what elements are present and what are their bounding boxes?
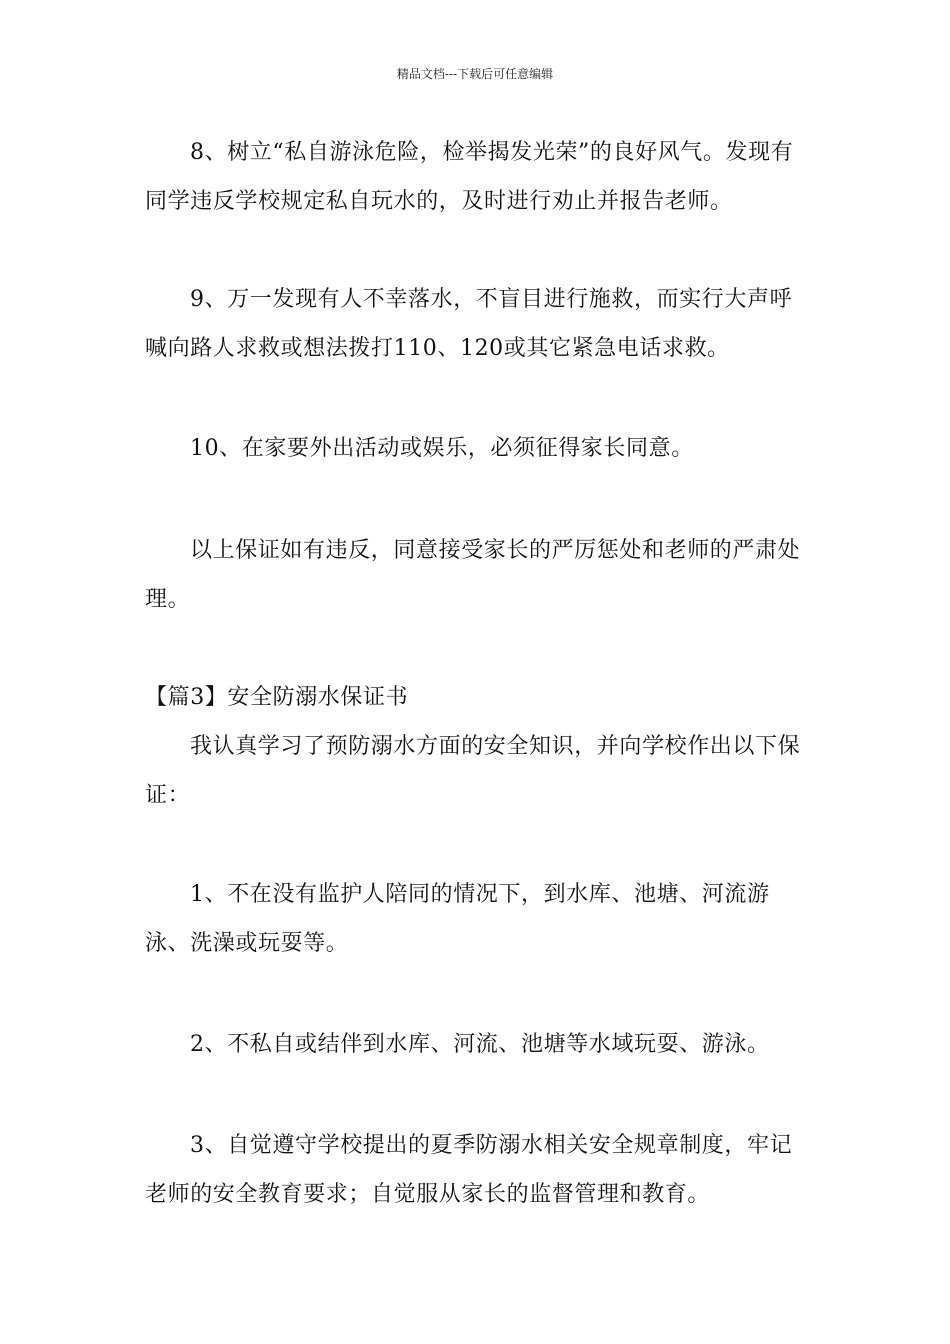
paragraph-item-8: 8、树立“私自游泳危险，检举揭发光荣”的良好风气。发现有同学违反学校规定私自玩水的，及时进行劝止并报告老师。 — [145, 140, 794, 214]
paragraph-item-10: 10、在家要外出活动或娱乐，必须征得家长同意。 — [190, 436, 694, 461]
paragraph-item-9: 9、万一发现有人不幸落水，不盲目进行施救，而实行大声呼喊向路人求救或想法拨打110、120或其它紧急电话求救。 — [145, 287, 793, 361]
paragraph-intro: 我认真学习了预防溺水方面的安全知识，并向学校作出以下保证： — [145, 734, 801, 808]
paragraph-closing-statement: 以上保证如有违反，同意接受家长的严厉惩处和老师的严肃处理。 — [145, 538, 801, 612]
paragraph-item-3: 3、自觉遵守学校提出的夏季防溺水相关安全规章制度，牢记老师的安全教育要求；自觉服从家长的监督管理和教育。 — [145, 1133, 793, 1207]
page-header: 精品文档---下载后可任意编辑 — [396, 67, 554, 81]
section-heading: 【篇3】安全防溺水保证书 — [145, 685, 409, 710]
paragraph-item-1: 1、不在没有监护人陪同的情况下，到水库、池塘、河流游泳、洗澡或玩耍等。 — [145, 882, 770, 956]
paragraph-item-2: 2、不私自或结伴到水库、河流、池塘等水域玩耍、游泳。 — [190, 1032, 770, 1057]
